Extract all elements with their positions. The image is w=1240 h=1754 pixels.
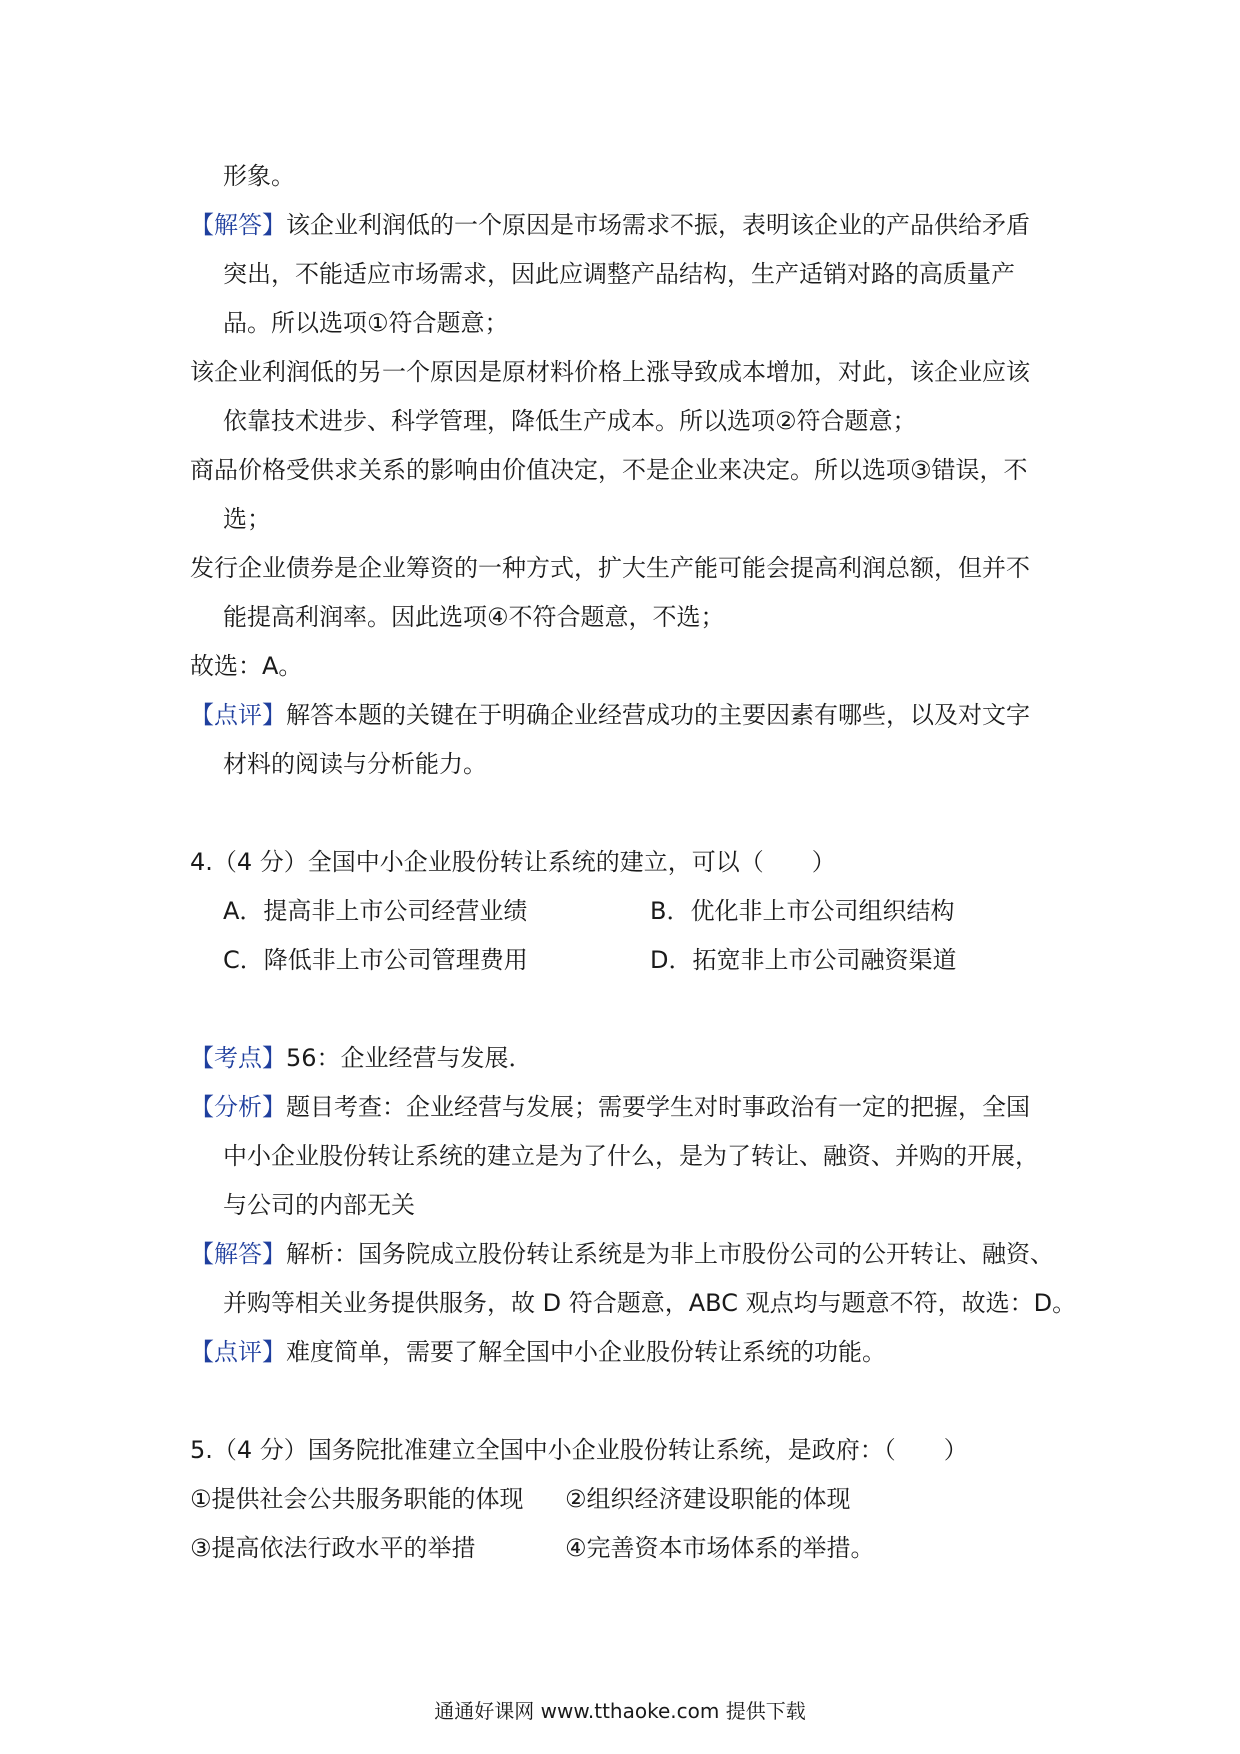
q5-item-2: ②组织经济建设职能的体现 [565,1485,851,1513]
q4-kaodian-text: 56：企业经营与发展． [286,1044,533,1072]
q3-comment-text: 解答本题的关键在于明确企业经营成功的主要因素有哪些，以及对文字 [286,701,1030,729]
q3-continuation: 形象。 [223,162,295,190]
q3-final-choice: 故选：A。 [190,652,303,680]
q3-answer-line [190,209,1030,241]
q5-item-3: ③提高依法行政水平的举措 [190,1534,476,1562]
q4-comment-text: 难度简单，需要了解全国中小企业股份转让系统的功能。 [286,1338,886,1366]
q3-answer-text: 商品价格受供求关系的影响由价值决定，不是企业来决定。所以选项③错误，不 [190,456,1028,484]
comment-tag: 【点评】 [190,701,286,729]
q4-answer-line [190,1238,1054,1270]
q3-answer-text: 选； [223,505,271,533]
q4-stem: 4.（4 分）全国中小企业股份转让系统的建立，可以（ ） [190,848,836,876]
answer-tag: 【解答】 [190,211,286,239]
q4-answer-text: 并购等相关业务提供服务，故 D 符合题意，ABC 观点均与题意不符，故选：D。 [223,1289,1077,1317]
q4-analysis-text: 与公司的内部无关 [223,1191,415,1219]
q4-kaodian-line [190,1042,533,1074]
q4-analysis-text: 中小企业股份转让系统的建立是为了什么，是为了转让、融资、并购的开展， [223,1142,1039,1170]
q4-option-d: D．拓宽非上市公司融资渠道 [650,946,957,974]
q4-comment-line [190,1336,886,1368]
analysis-tag: 【分析】 [190,1093,286,1121]
q3-answer-text: 发行企业债券是企业筹资的一种方式，扩大生产能可能会提高利润总额，但并不 [190,554,1030,582]
q3-answer-text: 该企业利润低的另一个原因是原材料价格上涨导致成本增加，对此，该企业应该 [190,358,1030,386]
q4-option-a: A．提高非上市公司经营业绩 [223,897,528,925]
q3-answer-text: 该企业利润低的一个原因是市场需求不振，表明该企业的产品供给矛盾 [286,211,1030,239]
q4-option-b: B．优化非上市公司组织结构 [650,897,955,925]
q3-answer-text: 突出，不能适应市场需求，因此应调整产品结构，生产适销对路的高质量产 [223,260,1015,288]
q3-comment-text: 材料的阅读与分析能力。 [223,750,487,778]
q5-stem: 5.（4 分）国务院批准建立全国中小企业股份转让系统，是政府：（ ） [190,1436,968,1464]
q3-answer-text: 能提高利润率。因此选项④不符合题意，不选； [223,603,725,631]
q4-analysis-text: 题目考查：企业经营与发展；需要学生对时事政治有一定的把握，全国 [286,1093,1030,1121]
answer-tag: 【解答】 [190,1240,286,1268]
q5-item-4: ④完善资本市场体系的举措。 [565,1534,875,1562]
q4-answer-text: 解析：国务院成立股份转让系统是为非上市股份公司的公开转让、融资、 [286,1240,1054,1268]
q3-answer-text: 品。所以选项①符合题意； [223,309,509,337]
kaodian-tag: 【考点】 [190,1044,286,1072]
page-footer: 通通好课网 www.tthaoke.com 提供下载 [434,1699,806,1723]
q4-analysis-line [190,1091,1030,1123]
q5-item-1: ①提供社会公共服务职能的体现 [190,1485,524,1513]
q4-option-c: C．降低非上市公司管理费用 [223,946,528,974]
comment-tag: 【点评】 [190,1338,286,1366]
q3-comment-line [190,699,1030,731]
q3-answer-text: 依靠技术进步、科学管理，降低生产成本。所以选项②符合题意； [223,407,917,435]
